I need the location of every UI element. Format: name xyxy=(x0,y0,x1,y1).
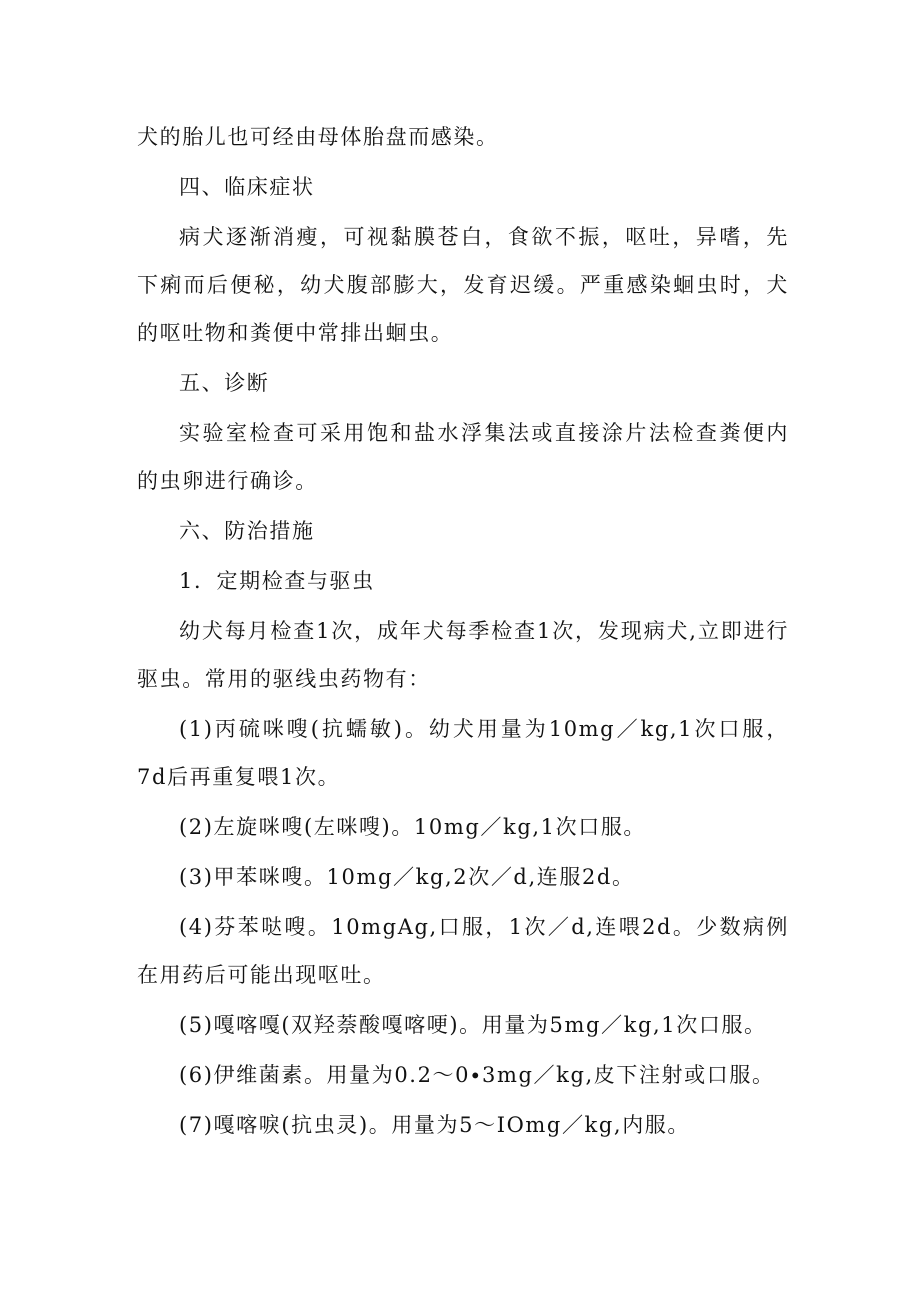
paragraph-symptoms: 病犬逐渐消瘦，可视黏膜苍白，食欲不振，呕吐，异嗜，先下痢而后便秘，幼犬腹部膨大，发育迟缓。严重感染蛔虫时，犬的呕吐物和粪便中常排出蛔虫。 xyxy=(137,225,789,345)
paragraph-deworming-schedule: 幼犬每月检查1次，成年犬每季检查1次，发现病犬,立即进行驱虫。常用的驱线虫药物有： xyxy=(137,619,789,691)
drug-item-1: (1)丙硫咪嗖(抗蠕敏)。幼犬用量为10mg／kg,1次口服，7d后再重复喂1次。 xyxy=(137,717,789,789)
heading-clinical-symptoms: 四、临床症状 xyxy=(179,175,315,199)
paragraph-continuation: 犬的胎儿也可经由母体胎盘而感染。 xyxy=(137,125,499,149)
paragraph-diagnosis: 实验室检查可采用饱和盐水浮集法或直接涂片法检查粪便内的虫卵进行确诊。 xyxy=(137,421,789,493)
drug-item-5: (5)嘎喀嘎(双羟萘酸嘎喀哽)。用量为5mg／kg,1次口服。 xyxy=(179,1013,767,1037)
drug-item-4: (4)芬苯哒嗖。10mgAg,口服，1次／d,连喂2d。少数病例在用药后可能出现呕吐。 xyxy=(137,915,789,987)
drug-item-7: (7)嘎喀唳(抗虫灵)。用量为5～IOmg／kg,内服。 xyxy=(179,1113,691,1137)
heading-diagnosis: 五、诊断 xyxy=(179,371,270,395)
heading-prevention: 六、防治措施 xyxy=(179,519,315,543)
drug-item-2: (2)左旋咪嗖(左咪嗖)。10mg／kg,1次口服。 xyxy=(179,815,647,839)
subheading-regular-checks: 1．定期检查与驱虫 xyxy=(179,569,375,593)
drug-item-3: (3)甲苯咪嗖。10mg／kg,2次／d,连服2d。 xyxy=(179,865,635,889)
drug-item-6: (6)伊维菌素。用量为0.2～0∙3mg／kg,皮下注射或口服。 xyxy=(179,1063,775,1087)
document-body xyxy=(137,113,789,1149)
